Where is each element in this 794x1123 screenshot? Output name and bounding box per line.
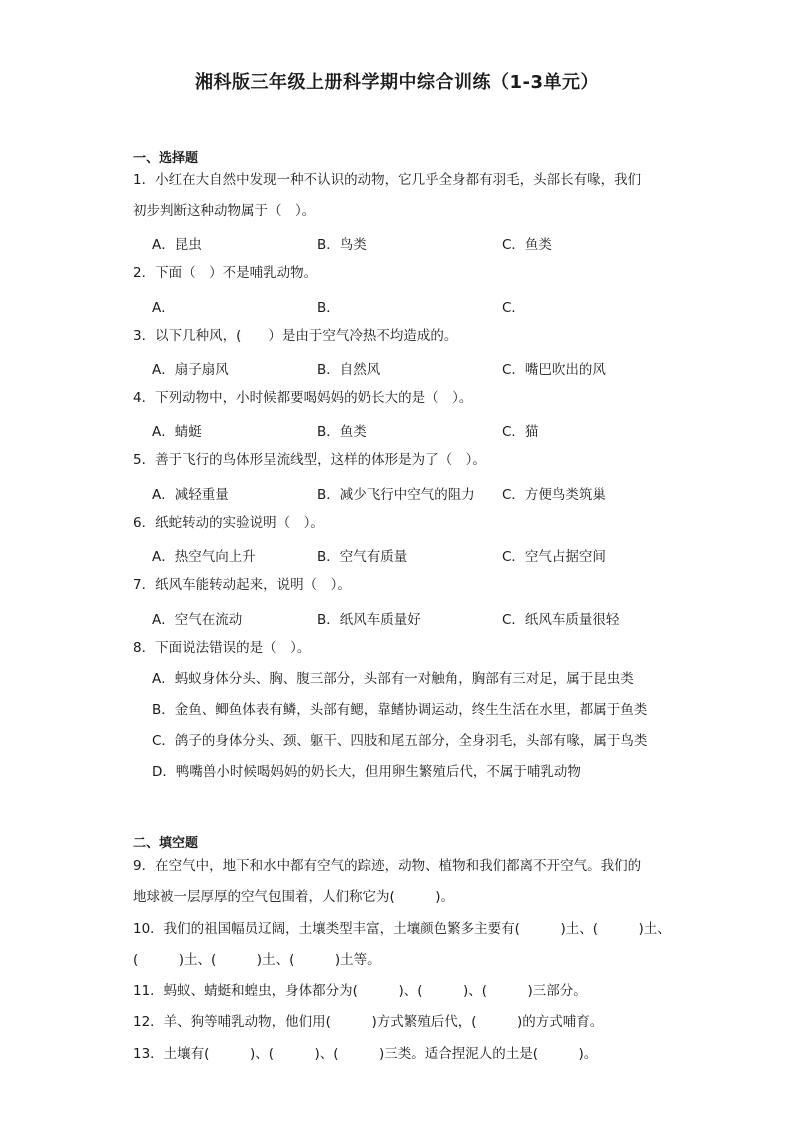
question-1-options <box>152 233 752 251</box>
question-8-option-a[interactable]: A．蚂蚁身体分头、胸、腹三部分，头部有一对触角，胸部有三对足，属于昆虫类 <box>152 671 634 687</box>
question-13-text: 13．土壤有( )、( )、( )三类。适合捏泥人的土是( )。 <box>133 1046 598 1062</box>
question-7-text: 7．纸风车能转动起来，说明（ ）。 <box>133 577 351 593</box>
section-heading-choice: 一、选择题 <box>133 151 199 166</box>
question-3-option-c[interactable]: C．嘴巴吹出的风 <box>502 362 606 378</box>
question-5-text: 5．善于飞行的鸟体形呈流线型，这样的体形是为了（ ）。 <box>133 452 486 468</box>
question-12-text: 12．羊、狗等哺乳动物，他们用( )方式繁殖后代，( )的方式哺育。 <box>133 1014 604 1030</box>
question-5-options <box>152 483 752 501</box>
section-heading-fill-in: 二、填空题 <box>133 836 199 851</box>
question-2-options <box>152 296 752 314</box>
question-3-options <box>152 358 752 376</box>
question-7-options <box>152 608 752 626</box>
question-1-text-cont: 初步判断这种动物属于（ ）。 <box>133 203 316 219</box>
question-2-option-a[interactable]: A． <box>152 300 175 316</box>
question-1-option-b[interactable]: B．鸟类 <box>317 237 367 253</box>
question-9-text-cont: 地球被一层厚厚的空气包围着，人们称它为( )。 <box>133 889 455 905</box>
question-1-option-c[interactable]: C．鱼类 <box>502 237 552 253</box>
question-2-option-b[interactable]: B． <box>317 300 340 316</box>
question-7-option-a[interactable]: A．空气在流动 <box>152 612 243 628</box>
question-5-option-a[interactable]: A．减轻重量 <box>152 487 229 503</box>
question-7-option-c[interactable]: C．纸风车质量很轻 <box>502 612 620 628</box>
question-6-text: 6．纸蛇转动的实验说明（ ）。 <box>133 515 324 531</box>
question-8-option-b[interactable]: B．金鱼、鲫鱼体表有鳞，头部有鳃，靠鳍协调运动，终生生活在水里，都属于鱼类 <box>152 702 648 718</box>
question-11-text: 11．蚂蚁、蜻蜓和蝗虫，身体都分为( )、( )、( )三部分。 <box>133 983 587 999</box>
question-1-option-a[interactable]: A．昆虫 <box>152 237 202 253</box>
question-8-option-c[interactable]: C．鸽子的身体分头、颈、躯干、四肢和尾五部分，全身羽毛，头部有喙，属于鸟类 <box>152 733 648 749</box>
question-6-option-c[interactable]: C．空气占据空间 <box>502 549 606 565</box>
question-8-option-d[interactable]: D．鸭嘴兽小时候喝妈妈的奶长大，但用卵生繁殖后代，不属于哺乳动物 <box>152 764 581 780</box>
question-6-option-a[interactable]: A．热空气向上升 <box>152 549 256 565</box>
question-7-option-b[interactable]: B．纸风车质量好 <box>317 612 421 628</box>
question-10-text: 10．我们的祖国幅员辽阔，土壤类型丰富，土壤颜色繁多主要有( )土、( )土、 <box>133 921 671 937</box>
question-4-option-c[interactable]: C．猫 <box>502 424 539 440</box>
question-3-option-b[interactable]: B．自然风 <box>317 362 381 378</box>
question-10-text-cont: ( )土、( )土、( )土等。 <box>133 952 381 968</box>
question-3-text: 3．以下几种风，( ）是由于空气冷热不均造成的。 <box>133 328 458 344</box>
question-5-option-b[interactable]: B．减少飞行中空气的阻力 <box>317 487 475 503</box>
question-4-options <box>152 420 752 438</box>
question-4-option-a[interactable]: A．蜻蜓 <box>152 424 202 440</box>
question-9-text: 9．在空气中，地下和水中都有空气的踪迹，动物、植物和我们都离不开空气。我们的 <box>133 858 642 874</box>
question-2-text: 2．下面（ ）不是哺乳动物。 <box>133 265 318 281</box>
question-5-option-c[interactable]: C．方便鸟类筑巢 <box>502 487 606 503</box>
page-title: 湘科版三年级上册科学期中综合训练（1-3单元） <box>194 72 600 93</box>
question-4-text: 4．下列动物中，小时候都要喝妈妈的奶长大的是（ ）。 <box>133 390 473 406</box>
question-6-option-b[interactable]: B．空气有质量 <box>317 549 408 565</box>
question-3-option-a[interactable]: A．扇子扇风 <box>152 362 229 378</box>
question-2-option-c[interactable]: C． <box>502 300 525 316</box>
question-4-option-b[interactable]: B．鱼类 <box>317 424 367 440</box>
question-8-text: 8．下面说法错误的是（ ）。 <box>133 640 311 656</box>
question-1-text: 1．小红在大自然中发现一种不认识的动物，它几乎全身都有羽毛，头部长有喙，我们 <box>133 172 642 188</box>
question-6-options <box>152 545 752 563</box>
